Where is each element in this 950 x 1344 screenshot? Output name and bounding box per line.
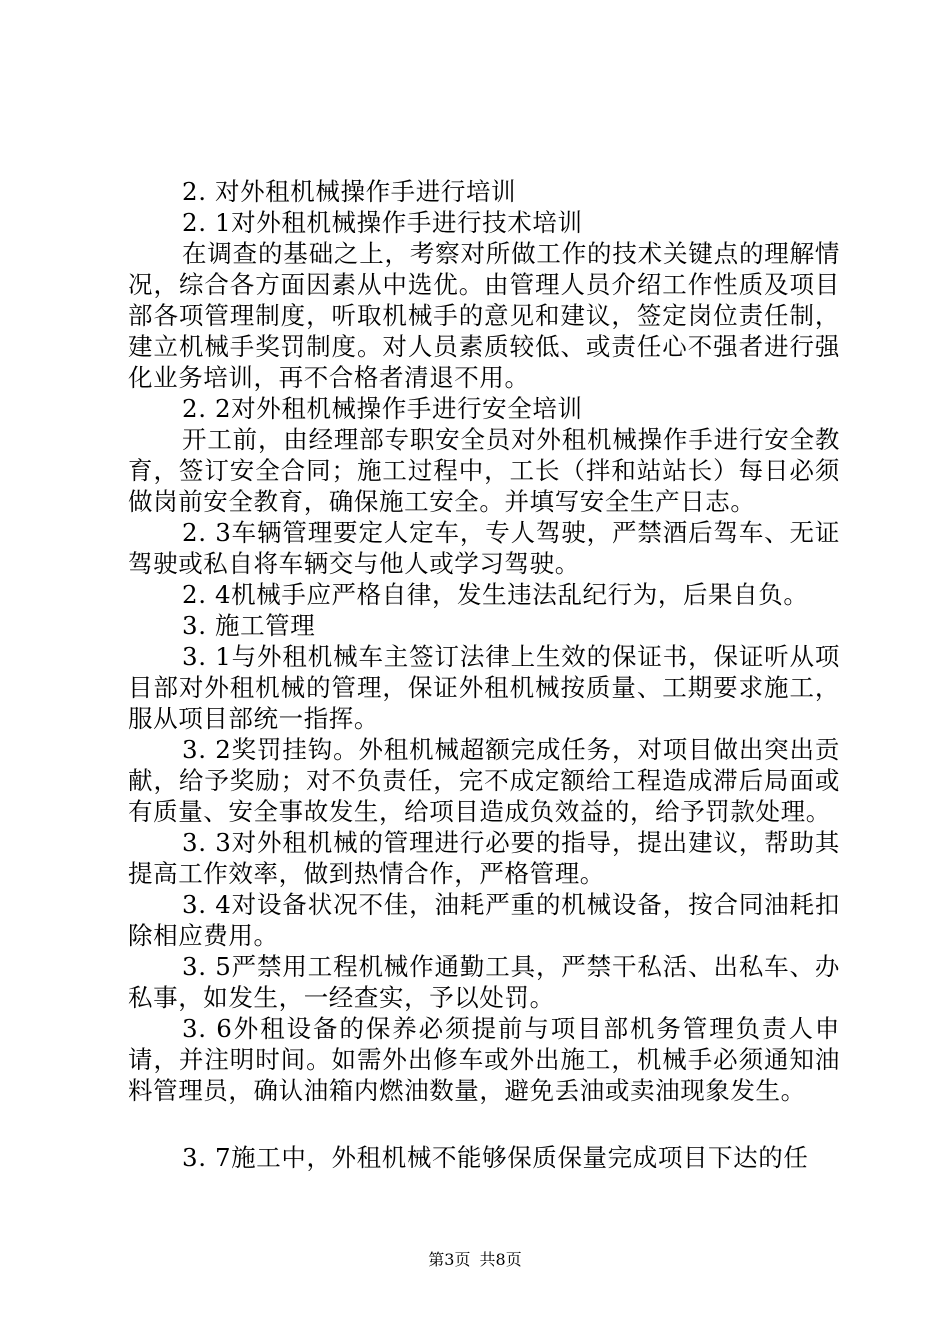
paragraph-2-1-body: 在调查的基础之上，考察对所做工作的技术关键点的理解情况，综合各方面因素从中选优。由管理人员介绍工作性质及项目部各项管理制度，听取机械手的意见和建议，签定岗位责任制，建立机械手奖罚制度。对人员素质较低、或责任心不强者进行强化业务培训，再不合格者清退不用。 bbox=[128, 239, 840, 392]
paragraph-3-7: 3. 7施工中，外租机械不能够保质保量完成项目下达的任 bbox=[182, 1143, 809, 1172]
paragraph-3-6: 3. 6外租设备的保养必须提前与项目部机务管理负责人申请，并注明时间。如需外出修车或外出施工，机械手必须通知油料管理员，确认油箱内燃油数量，避免丢油或卖油现象发生。 bbox=[128, 1014, 840, 1105]
heading-section-2: 2. 对外租机械操作手进行培训 bbox=[182, 177, 517, 206]
paragraph-3-4: 3. 4对设备状况不佳，油耗严重的机械设备，按合同油耗扣除相应费用。 bbox=[128, 890, 840, 950]
paragraph-3-1: 3. 1与外租机械车主签订法律上生效的保证书，保证听从项目部对外租机械的管理，保证外租机械按质量、工期要求施工，服从项目部统一指挥。 bbox=[128, 642, 840, 733]
heading-section-2-1: 2. 1对外租机械操作手进行技术培训 bbox=[182, 208, 583, 237]
paragraph-spacer bbox=[128, 1106, 840, 1142]
heading-section-2-2: 2. 2对外租机械操作手进行安全培训 bbox=[182, 394, 583, 423]
page-number: 第3页 bbox=[428, 1250, 471, 1269]
paragraph-2-3: 2. 3车辆管理要定人定车，专人驾驶，严禁酒后驾车、无证驾驶或私自将车辆交与他人或学习驾驶。 bbox=[128, 518, 840, 578]
page-total: 共8页 bbox=[479, 1250, 522, 1269]
paragraph-3-3: 3. 3对外租机械的管理进行必要的指导，提出建议，帮助其提高工作效率，做到热情合作，严格管理。 bbox=[128, 828, 840, 888]
paragraph-3-5: 3. 5严禁用工程机械作通勤工具，严禁干私活、出私车、办私事，如发生，一经查实，予以处罚。 bbox=[128, 952, 840, 1012]
page-footer bbox=[0, 1250, 950, 1270]
paragraph-2-4: 2. 4机械手应严格自律，发生违法乱纪行为，后果自负。 bbox=[182, 580, 809, 609]
paragraph-3-2: 3. 2奖罚挂钩。外租机械超额完成任务，对项目做出突出贡献，给予奖励；对不负责任，完不成定额给工程造成滞后局面或有质量、安全事故发生，给项目造成负效益的，给予罚款处理。 bbox=[128, 735, 840, 826]
paragraph-2-2-body: 开工前，由经理部专职安全员对外租机械操作手进行安全教育，签订安全合同；施工过程中，工长（拌和站站长）每日必须做岗前安全教育，确保施工安全。并填写安全生产日志。 bbox=[128, 425, 840, 516]
document-body bbox=[128, 176, 840, 1173]
heading-section-3: 3. 施工管理 bbox=[182, 611, 316, 640]
